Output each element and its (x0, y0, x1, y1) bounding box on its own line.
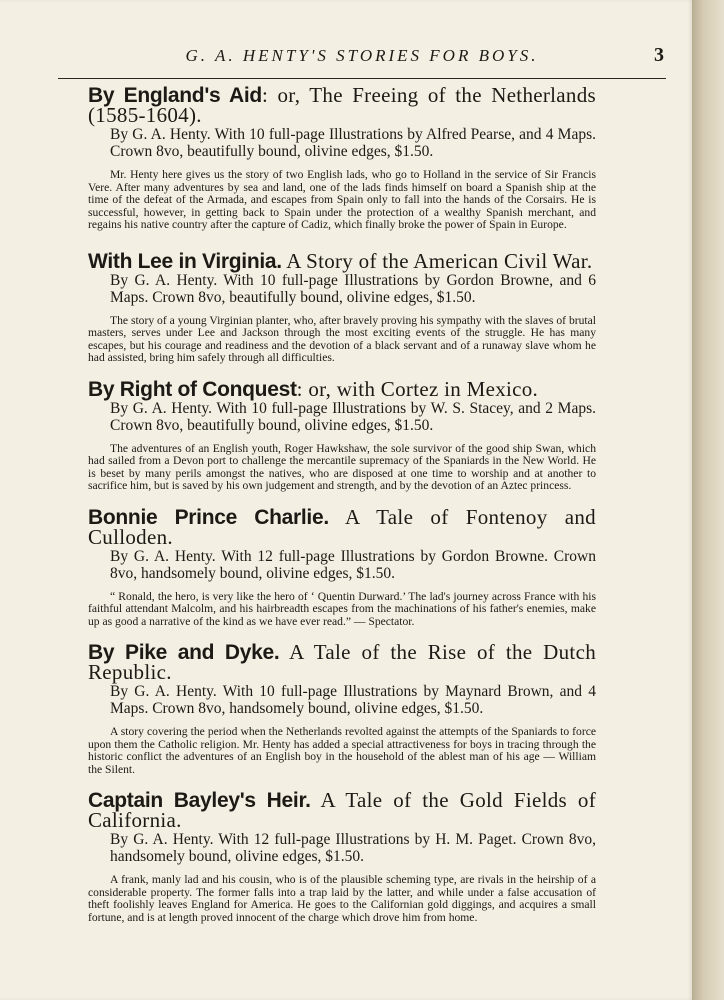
book-description: A story covering the period when the Netherlands revolted against the attempts of the Spaniards to force upon them the Catholic religion. Mr. Henty has added a special attractiveness for boys in tracing through the historic conflict the adventures of an English boy in the household of the ablest man of his age — William the Silent. (88, 725, 596, 776)
book-subtitle: A Tale of Fontenoy and Culloden. (88, 504, 596, 549)
book-description: The adventures of an English youth, Roger Hawkshaw, the sole survivor of the good ship Swan, which had sailed from a Devon port to challenge the mercantile supremacy of the Spaniards in the New World. He is beset by many perils amongst the natives, who are disposed at one time to worship and at another to sacrifice him, but is saved by his own judgement and strength, and by the devotion of an Aztec princess. (88, 441, 596, 492)
book-title: By England's Aid (88, 84, 262, 107)
book-subtitle: A Tale of the Gold Fields of California. (88, 788, 596, 832)
book-title: By Right of Conquest (88, 377, 297, 401)
book-list (88, 83, 596, 939)
publication-details: By G. A. Henty. With 12 full-page Illustrations by H. M. Paget. Crown 8vo, handsomely bound, olivine edges, $1.50. (110, 831, 596, 865)
book-entry (88, 248, 596, 365)
publication-details: By G. A. Henty. With 10 full-page Illustrations by W. S. Stacey, and 2 Maps. Crown 8vo, beautifully bound, olivine edges, $1.50. (110, 399, 596, 434)
title-separator: : or, (296, 376, 337, 401)
publication-details: By G. A. Henty. With 10 full-page Illustrations by Alfred Pearse, and 4 Maps. Crown 8vo, beautifully bound, olivine edges, $1.50. (110, 126, 596, 160)
book-description: “ Ronald, the hero, is very like the hero of ‘ Quentin Durward.’ The lad's journey across France with his faithful attendant Malcolm, and his hairbreadth escapes from the machinations of his father's enemies, make up as good a narrative of the kind as we have ever read.” — Spectator. (88, 589, 596, 628)
page-edge (692, 0, 724, 1000)
book-title: With Lee in Virginia. (88, 249, 282, 273)
publication-details: By G. A. Henty. With 10 full-page Illustrations by Gordon Browne, and 6 Maps. Crown 8vo, beautifully bound, olivine edges, $1.50. (110, 271, 596, 306)
entry-heading (88, 640, 596, 684)
entry-heading (88, 504, 596, 549)
entry-heading (88, 248, 596, 273)
entry-heading (88, 788, 596, 832)
publication-details: By G. A. Henty. With 12 full-page Illustrations by Gordon Browne. Crown 8vo, handsomely bound, olivine edges, $1.50. (110, 547, 596, 582)
book-entry (88, 504, 596, 629)
book-description: Mr. Henty here gives us the story of two English lads, who go to Holland in the service of Sir Francis Vere. After many adventures by sea and land, one of the lads finds himself on board a Spanish ship at the time of the defeat of the Armada, and escapes from Spain only to fall into the hands of the Corsairs. He is successful, however, in getting back to Spain under the protection of a wealthy Spanish merchant, and regains his native country after the capture of Cadiz, which finally broke the power of Spain in Europe. (88, 168, 596, 231)
book-entry (88, 83, 596, 232)
page-number: 3 (654, 44, 664, 66)
book-title: Captain Bayley's Heir. (88, 789, 311, 812)
book-title: Bonnie Prince Charlie. (88, 505, 329, 529)
publication-details: By G. A. Henty. With 10 full-page Illustrations by Maynard Brown, and 4 Maps. Crown 8vo, handsomely bound, olivine edges, $1.50. (110, 683, 596, 717)
book-subtitle: The Freeing of the Netherlands (1585-1604). (88, 83, 596, 127)
title-separator (279, 640, 289, 664)
book-description: A frank, manly lad and his cousin, who is of the plausible scheming type, are rivals in the heirship of a considerable property. The former falls into a trap laid by the latter, and while under a false accusation of theft foolishly leaves England for America. He goes to the Californian gold diggings, and acquires a small fortune, and is at length proved innocent of the charge which drove him from home. (88, 873, 596, 924)
title-separator: : or, (261, 83, 310, 107)
page-header (58, 42, 666, 79)
running-head: G. A. HENTY'S STORIES FOR BOYS. (185, 46, 539, 65)
book-subtitle: with Cortez in Mexico. (336, 376, 539, 401)
book-subtitle: A Tale of the Rise of the Dutch Republic. (88, 640, 596, 684)
entry-heading (88, 376, 596, 401)
entry-heading (88, 83, 596, 127)
book-description: The story of a young Virginian planter, who, after bravely proving his sympathy with the slaves of brutal masters, serves under Lee and Jackson through the most exciting events of the struggle. He has many escapes, but his courage and readiness and the devotion of a black servant and of a runaway slave whom he had assisted, bring him safely through all difficulties. (88, 313, 596, 364)
book-entry (88, 788, 596, 924)
book-entry (88, 376, 596, 493)
book-subtitle: A Story of the American Civil War. (286, 248, 593, 273)
book-entry (88, 640, 596, 776)
book-title: By Pike and Dyke. (88, 641, 280, 664)
title-separator (329, 505, 345, 529)
